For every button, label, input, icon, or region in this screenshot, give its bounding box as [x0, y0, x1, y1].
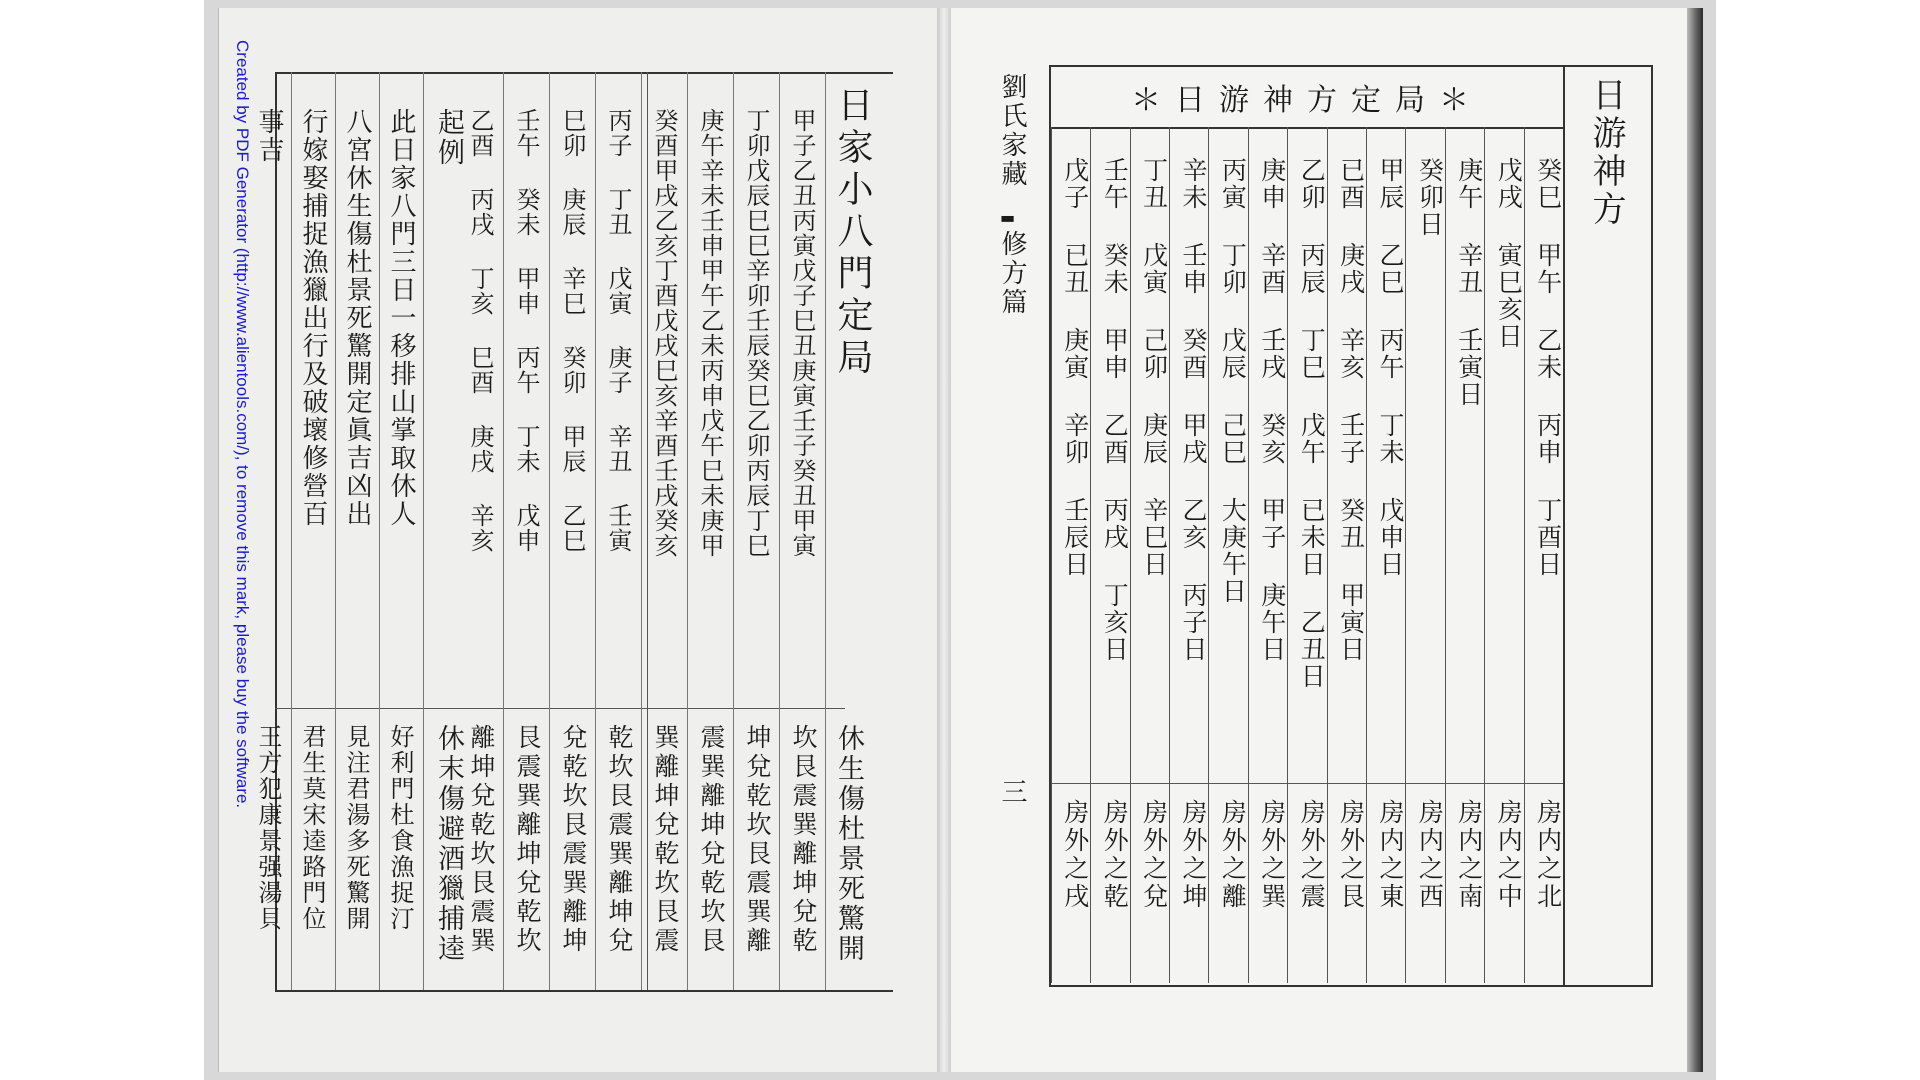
- gate-sequence: 坤兌乾坎艮震巽離: [743, 724, 772, 956]
- row-rule: [549, 72, 550, 990]
- gate-sequence: 離坤兌乾坎艮震巽: [467, 724, 496, 956]
- note-line: 此日家八門三日一移排山掌取休人: [386, 108, 416, 528]
- day-list: 癸卯日: [1415, 157, 1445, 238]
- gate-sequence: 巽離坤兌乾坎艮震: [651, 724, 680, 956]
- note-rule: [335, 72, 336, 990]
- note-line: 事吉: [254, 108, 284, 164]
- note-subline: 好利門杜食漁捉汀: [386, 724, 414, 932]
- gates-divider: [275, 708, 845, 709]
- day-god-table: [1049, 65, 1653, 987]
- page-title: 日游神方: [1586, 77, 1626, 229]
- gate-sequence: 艮震巽離坤兌乾坎: [513, 724, 542, 956]
- gate-cycle-header: 休生傷杜景死驚開: [833, 724, 864, 964]
- direction-place: 房外之戌: [1060, 799, 1090, 911]
- direction-place: 房外之震: [1297, 799, 1327, 911]
- day-list: 辛未 壬申 癸酉 甲戌 乙亥 丙子日: [1179, 157, 1208, 663]
- day-list: 甲辰 乙巳 丙午 丁未 戊申日: [1376, 157, 1405, 578]
- ganzhi-sequence: 甲子乙丑丙寅戊子巳丑庚寅壬子癸丑甲寅: [788, 108, 816, 558]
- place-divider: [1051, 783, 1563, 784]
- direction-place: 房外之艮: [1336, 799, 1366, 911]
- day-list: 丁丑 戊寅 己卯 庚辰 辛巳日: [1139, 157, 1169, 578]
- series-label: 劉氏家藏: [997, 73, 1027, 189]
- column-rule: [1051, 127, 1052, 983]
- table-banner: ＊日游神方定局＊: [1051, 67, 1563, 129]
- direction-place: 房内之北: [1533, 799, 1563, 911]
- note-rule: [423, 72, 424, 990]
- note-line: 行嫁娶捕捉漁獵出行及破壞修營百: [298, 108, 328, 528]
- table-title: 日家小八門定局: [832, 86, 873, 380]
- gate-sequence: 兌乾坎艮震巽離坤: [559, 724, 588, 956]
- note-subline: 見注君湯多死驚開: [342, 724, 370, 932]
- direction-place: 房内之西: [1415, 799, 1445, 911]
- note-subline: 君生莫宋逵路門位: [298, 724, 326, 932]
- direction-place: 房内之東: [1376, 799, 1405, 911]
- direction-place: 房外之坤: [1179, 799, 1208, 911]
- direction-place: 房外之巽: [1257, 799, 1287, 911]
- row-rule: [825, 72, 826, 990]
- row-rule: [779, 72, 780, 990]
- ganzhi-sequence: 乙酉 丙戌 丁亥 巳酉 庚戌 辛亥: [466, 108, 494, 553]
- note-rule: [379, 72, 380, 990]
- row-rule: [641, 72, 642, 990]
- note-line: 八宮休生傷杜景死驚開定眞吉凶出: [342, 108, 372, 528]
- gate-sequence: 坎艮震巽離坤兌乾: [789, 724, 818, 956]
- day-list: 已酉 庚戌 辛亥 壬子 癸丑 甲寅日: [1336, 157, 1366, 663]
- note-rule: [291, 72, 292, 990]
- day-list: 庚午 辛丑 壬寅日: [1454, 157, 1484, 408]
- left-page-content: [219, 8, 944, 1072]
- ganzhi-sequence: 丁卯戊辰巳巳辛卯壬辰癸巳乙卯丙辰丁巳: [742, 108, 770, 558]
- row-rule: [503, 72, 504, 990]
- ganzhi-sequence: 癸酉甲戌乙亥丁酉戊戌巳亥辛酉壬戌癸亥: [650, 108, 678, 558]
- day-list: 丙寅 丁卯 戊辰 己巳 大庚午日: [1218, 157, 1248, 605]
- ganzhi-sequence: 庚午辛未壬申甲午乙未丙申戊午巳未庚甲: [696, 108, 724, 558]
- direction-place: 房外之離: [1218, 799, 1248, 911]
- chapter-label: 修方篇: [997, 230, 1027, 317]
- ganzhi-sequence: 巳卯 庚辰 辛巳 癸卯 甲辰 乙巳: [558, 108, 586, 553]
- ganzhi-sequence: 壬午 癸未 甲申 丙午 丁未 戊申: [512, 108, 540, 553]
- day-list: 乙卯 丙辰 丁巳 戊午 已未日 乙丑日: [1297, 157, 1327, 690]
- day-list: 戊子 已丑 庚寅 辛卯 壬辰日: [1060, 157, 1090, 578]
- example-label: 起例: [433, 108, 464, 168]
- right-page-content: [944, 8, 1703, 1072]
- pdf-watermark: Created by PDF Generator (http://www.alientools.com/), to remove this mark, please buy the software.: [233, 40, 252, 809]
- day-list: 戊戌 寅巳亥日: [1494, 157, 1524, 350]
- gate-sequence: 乾坎艮震巽離坤兌: [605, 724, 634, 956]
- row-rule: [687, 72, 688, 990]
- scanned-page-spread: [218, 8, 1703, 1072]
- day-list: 庚申 辛酉 壬戌 癸亥 甲子 庚午日: [1257, 157, 1287, 663]
- page-number: 三: [997, 778, 1027, 804]
- direction-place: 房内之中: [1494, 799, 1524, 911]
- side-title-panel: [1563, 67, 1651, 985]
- day-list: 壬午 癸未 甲申 乙酉 丙戌 丁亥日: [1100, 157, 1130, 663]
- day-list: 癸巳 甲午 乙未 丙申 丁酉日: [1533, 157, 1563, 578]
- row-rule: [595, 72, 596, 990]
- direction-place: 房外之乾: [1100, 799, 1130, 911]
- ganzhi-sequence: 丙子 丁丑 戊寅 庚子 辛丑 壬寅: [604, 108, 632, 553]
- note-subline: 王方犯康景强湯貝: [254, 724, 282, 932]
- gate-sequence: 震巽離坤兌乾坎艮: [697, 724, 726, 956]
- direction-place: 房外之兌: [1139, 799, 1169, 911]
- direction-place: 房内之南: [1454, 799, 1484, 911]
- row-rule: [733, 72, 734, 990]
- series-mark: ▬: [998, 208, 1017, 227]
- example-note: 休末傷避酒獵捕逵: [433, 724, 464, 964]
